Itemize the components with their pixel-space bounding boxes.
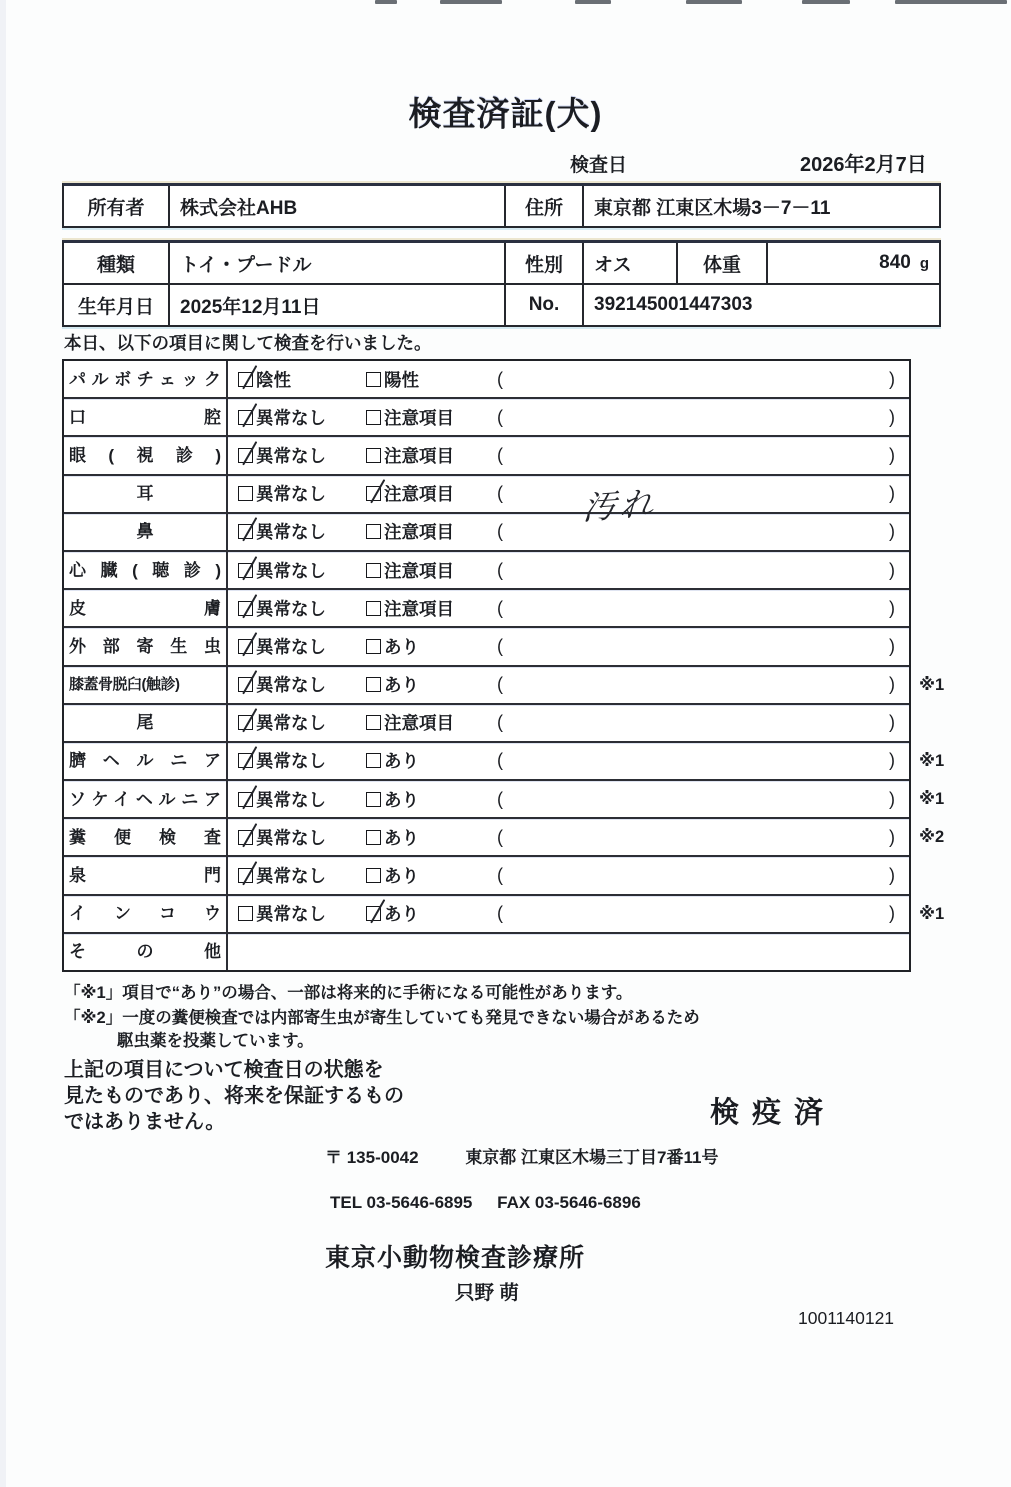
paren-open: (: [497, 406, 503, 427]
checkbox-icon: [366, 906, 381, 921]
exam-options-cell: [228, 437, 909, 473]
exam-row-1: [64, 361, 909, 399]
checkbox-icon: [238, 448, 253, 463]
exam-item-label: 糞便検査: [69, 827, 221, 847]
exam-options-cell: [228, 514, 909, 550]
exam-options-cell: [228, 819, 909, 855]
exam-options-cell: [228, 552, 909, 588]
option2-label: 注意項目: [384, 445, 454, 466]
clinic-fax: FAX 03-5646-6896: [497, 1193, 641, 1212]
exam-item-cell: [64, 399, 228, 435]
checkbox-icon: [238, 524, 253, 539]
option1-label: 異常なし: [256, 560, 326, 581]
option1-label: 異常なし: [256, 407, 326, 428]
breed-value: トイ・プードル: [170, 243, 506, 283]
checkbox-icon: [238, 486, 253, 501]
disclaimer-line: ではありません。: [64, 1111, 226, 1133]
checkbox-icon: [366, 715, 381, 730]
exam-row-4: [64, 476, 909, 527]
exam-row-6: [64, 552, 909, 590]
reference-mark: ※1: [919, 675, 945, 694]
exam-options-cell: [228, 476, 909, 527]
serial-number: 1001140121: [798, 1308, 895, 1328]
checkbox-icon: [366, 563, 381, 578]
scan-top-artifact: [686, 0, 742, 4]
exam-row-9: [64, 667, 945, 705]
exam-item-label: 心臓(聴診): [69, 560, 221, 580]
exam-item-label: 耳: [136, 484, 154, 504]
reference-mark: ※1: [919, 904, 945, 923]
breed-label: 種類: [64, 243, 170, 283]
option1-label: 異常なし: [256, 484, 326, 505]
clinic-tel-line: [330, 1193, 641, 1213]
reference-mark: ※2: [919, 828, 945, 847]
option2-label: 注意項目: [384, 522, 454, 543]
exam-item-cell: [64, 590, 228, 626]
exam-item-cell: [64, 667, 228, 703]
exam-row-10: [64, 705, 909, 743]
exam-date-value: 2026年2月7日: [800, 154, 927, 176]
paren-close: ): [889, 597, 895, 618]
exam-item-cell: [64, 437, 228, 473]
checkbox-icon: [366, 372, 381, 387]
paren-close: ): [889, 444, 895, 465]
option2-label: あり: [384, 827, 419, 848]
option1-label: 異常なし: [256, 675, 326, 696]
exam-item-cell: [64, 514, 228, 550]
reference-mark: ※1: [919, 751, 945, 770]
clinic-name: 東京小動物検査診療所: [325, 1244, 586, 1272]
exam-item-cell: [64, 361, 228, 397]
option2-label: 注意項目: [384, 407, 454, 428]
option1-label: 異常なし: [256, 789, 326, 810]
exam-options-cell: [228, 934, 909, 970]
exam-row-11: [64, 743, 945, 781]
paren-open: (: [497, 903, 503, 924]
option1-label: 異常なし: [256, 445, 326, 466]
paren-close: ): [889, 559, 895, 580]
scan-top-artifact: [440, 0, 502, 4]
scan-top-artifact: [802, 0, 850, 4]
checkbox-icon: [366, 524, 381, 539]
exam-item-label: その他: [69, 942, 221, 962]
paren-open: (: [497, 483, 503, 504]
paren-open: (: [497, 674, 503, 695]
option2-label: 注意項目: [384, 598, 454, 619]
clinic-postal-line: [325, 1143, 718, 1168]
exam-row-7: [64, 590, 909, 628]
exam-item-label: 臍ヘルニア: [69, 751, 221, 771]
exam-options-cell: [228, 743, 909, 779]
paren-open: (: [497, 750, 503, 771]
exam-item-label: 眼(視診): [69, 445, 221, 465]
paren-close: ): [889, 635, 895, 656]
birthdate-label: 生年月日: [64, 285, 170, 325]
checkbox-icon: [366, 410, 381, 425]
checkbox-icon: [366, 601, 381, 616]
option2-label: あり: [384, 789, 419, 810]
exam-item-cell: [64, 896, 228, 932]
exam-item-cell: [64, 857, 228, 893]
exam-item-cell: [64, 628, 228, 664]
exam-item-label: 尾: [136, 713, 154, 733]
owner-value: 株式会社AHB: [170, 186, 506, 226]
scan-top-artifact: [375, 0, 397, 4]
exam-options-cell: [228, 705, 909, 741]
owner-label: 所有者: [64, 186, 170, 226]
checkbox-icon: [366, 753, 381, 768]
paren-open: (: [497, 865, 503, 886]
checkbox-icon: [238, 906, 253, 921]
disclaimer: [64, 1057, 404, 1135]
paren-close: ): [889, 903, 895, 924]
checkbox-icon: [238, 563, 253, 578]
exam-item-cell: [64, 934, 228, 970]
address-label: 住所: [506, 186, 584, 226]
checkbox-icon: [366, 792, 381, 807]
exam-row-8: [64, 628, 909, 666]
sex-label: 性別: [506, 243, 584, 283]
exam-item-label: パルボチェック: [69, 369, 221, 389]
option1-label: 異常なし: [256, 866, 326, 887]
exam-item-cell: [64, 552, 228, 588]
clinic-address: 東京都 江東区木場三丁目7番11号: [465, 1148, 719, 1167]
checkbox-icon: [238, 677, 253, 692]
exam-item-label: 膝蓋骨脱臼(触診): [69, 676, 180, 694]
sex-value: オス: [584, 243, 678, 283]
paren-close: ): [889, 826, 895, 847]
footnote-2: 「※2」一度の糞便検査では内部寄生虫が寄生していても発見できない場合があるため: [64, 1009, 700, 1027]
exam-row-2: [64, 399, 909, 437]
birthdate-value: 2025年12月11日: [170, 285, 506, 325]
exam-item-label: 口腔: [69, 407, 221, 427]
exam-options-cell: [228, 896, 909, 932]
exam-table: [62, 359, 945, 972]
checkbox-icon: [238, 410, 253, 425]
checkbox-icon: [366, 639, 381, 654]
pet-info-table: [62, 240, 941, 327]
option1-label: 陰性: [256, 369, 291, 390]
exam-item-label: ソケイヘルニア: [69, 789, 221, 809]
checkbox-icon: [238, 753, 253, 768]
option2-label: 注意項目: [384, 713, 454, 734]
disclaimer-line: 見たものであり、将来を保証するもの: [64, 1085, 404, 1107]
paren-open: (: [497, 368, 503, 389]
exam-item-label: 外部寄生虫: [69, 636, 221, 656]
paren-close: ): [889, 483, 895, 504]
option2-label: 注意項目: [384, 484, 454, 505]
postal-code: 〒 135-0042: [325, 1148, 419, 1167]
option1-label: 異常なし: [256, 522, 326, 543]
option1-label: 異常なし: [256, 598, 326, 619]
exam-item-label: 皮膚: [69, 598, 221, 618]
exam-options-cell: [228, 590, 909, 626]
checkbox-icon: [366, 486, 381, 501]
option2-label: あり: [384, 636, 419, 657]
option1-label: 異常なし: [256, 904, 326, 925]
address-value: 東京都 江東区木場3－7－11: [594, 197, 831, 219]
disclaimer-line: 上記の項目について検査日の状態を: [64, 1059, 384, 1081]
clinic-tel: TEL 03-5646-6895: [330, 1193, 473, 1212]
paren-open: (: [497, 521, 503, 542]
option1-label: 異常なし: [256, 713, 326, 734]
checkbox-icon: [238, 868, 253, 883]
scan-top-artifact: [575, 0, 611, 4]
weight-value: [768, 243, 939, 283]
paren-close: ): [889, 788, 895, 809]
option1-label: 異常なし: [256, 827, 326, 848]
checkbox-icon: [238, 639, 253, 654]
exam-options-cell: [228, 628, 909, 664]
checkbox-icon: [238, 372, 253, 387]
checkbox-icon: [366, 830, 381, 845]
checkbox-icon: [238, 792, 253, 807]
scan-edge-artifact: [0, 0, 6, 1487]
owner-table: [62, 183, 941, 228]
weight-label: 体重: [678, 243, 768, 283]
option1-label: 異常なし: [256, 751, 326, 772]
checkbox-icon: [366, 448, 381, 463]
option2-label: 陽性: [384, 369, 419, 390]
checkbox-icon: [366, 868, 381, 883]
exam-row-14: [64, 857, 909, 895]
reference-mark: ※1: [919, 790, 945, 809]
exam-date-label: 検査日: [570, 155, 628, 176]
option2-label: あり: [384, 675, 419, 696]
paren-close: ): [889, 674, 895, 695]
paren-close: ): [889, 368, 895, 389]
clinic-person: 只野 萌: [455, 1282, 519, 1304]
paren-open: (: [497, 635, 503, 656]
exam-item-cell: [64, 819, 228, 855]
option2-label: あり: [384, 866, 419, 887]
exam-item-label: 泉門: [69, 866, 221, 886]
footnote-1: 「※1」項目で“あり”の場合、一部は将来的に手術になる可能性があります。: [64, 984, 633, 1002]
page-title: 検査済証(犬): [408, 95, 603, 132]
no-label: No.: [506, 285, 584, 325]
checkbox-icon: [238, 601, 253, 616]
exam-row-12: [64, 781, 945, 819]
weight-unit: g: [919, 254, 929, 272]
option2-label: 注意項目: [384, 560, 454, 581]
no-value: 392145001447303: [594, 294, 753, 315]
exam-item-cell: [64, 743, 228, 779]
exam-row-3: [64, 437, 909, 475]
intro-text: 本日、以下の項目に関して検査を行いました。: [64, 333, 432, 353]
exam-item-label: 鼻: [136, 522, 154, 542]
exam-row-13: [64, 819, 945, 857]
paren-open: (: [497, 788, 503, 809]
exam-row-16: [64, 934, 909, 970]
checkbox-icon: [238, 715, 253, 730]
exam-item-cell: [64, 781, 228, 817]
exam-item-cell: [64, 705, 228, 741]
checkbox-icon: [238, 830, 253, 845]
paren-open: (: [497, 826, 503, 847]
exam-options-cell: [228, 667, 909, 703]
exam-options-cell: [228, 781, 909, 817]
paren-open: (: [497, 712, 503, 733]
paren-open: (: [497, 597, 503, 618]
option2-label: あり: [384, 904, 419, 925]
paren-close: ): [889, 865, 895, 886]
scan-top-artifact: [895, 0, 1007, 4]
option2-label: あり: [384, 751, 419, 772]
checkbox-icon: [366, 677, 381, 692]
exam-options-cell: [228, 361, 909, 397]
paren-close: ): [889, 406, 895, 427]
exam-row-15: [64, 896, 945, 934]
exam-options-cell: [228, 857, 909, 893]
handwritten-note: 汚れ: [581, 484, 659, 527]
quarantine-stamp: 検疫済: [710, 1097, 837, 1129]
paren-open: (: [497, 559, 503, 580]
exam-options-cell: [228, 399, 909, 435]
paren-close: ): [889, 712, 895, 733]
footnote-2-cont: 駆虫薬を投薬しています。: [117, 1032, 314, 1050]
weight-number: 840: [879, 252, 911, 273]
paren-open: (: [497, 444, 503, 465]
paren-close: ): [889, 750, 895, 771]
exam-row-5: [64, 514, 909, 552]
paren-close: ): [889, 521, 895, 542]
exam-item-label: インコウ: [69, 904, 221, 924]
option1-label: 異常なし: [256, 636, 326, 657]
exam-item-cell: [64, 476, 228, 512]
